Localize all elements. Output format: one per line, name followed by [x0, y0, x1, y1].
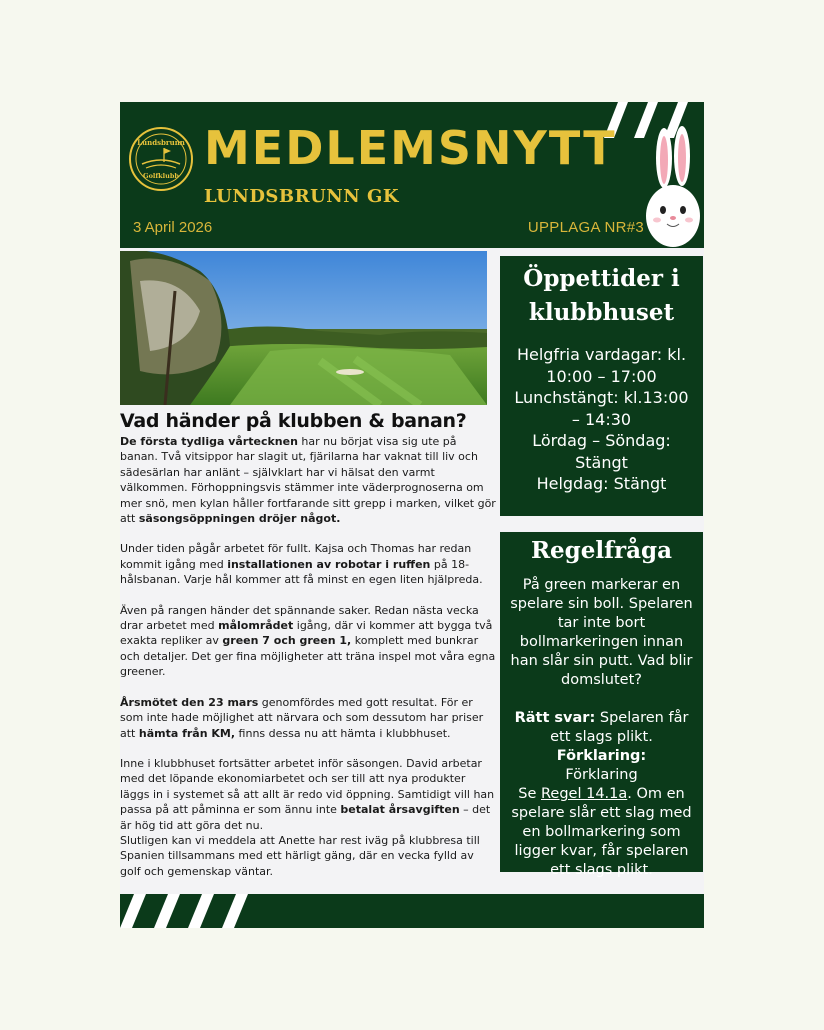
answer-text: Spelaren får ett slags plikt.	[550, 710, 689, 745]
rule-question-box	[500, 532, 703, 878]
paragraph-text: på 18-hålsbanan. Varje hål kommer att få minst en egen liten hjälpreda.	[120, 557, 483, 587]
paragraph-text: igång, där vi kommer att bygga två exakta repliker av	[120, 619, 493, 648]
bold-text: betalat årsavgiften	[340, 803, 460, 817]
opening-hours-title: Öppettider i klubbhuset	[523, 265, 680, 326]
rule-explanation	[508, 785, 695, 880]
paragraph-text: genomfördes med gott resultat. För er som inte hade möjlighet att närvara och som dessutom har priser att	[120, 695, 484, 740]
svg-text:Lundsbrunn: Lundsbrunn	[137, 138, 185, 147]
bold-text: hämta från KM,	[138, 726, 236, 740]
paragraph-text: finns dessa nu att hämta i klubbhuset.	[235, 726, 451, 740]
paragraph-text: – det är hög tid att göra det nu.	[120, 803, 491, 832]
club-name: LUNDSBRUNN GK	[204, 186, 399, 207]
bold-text: De första tydliga vårtecknen	[120, 435, 298, 448]
bold-text: installationen av robotar i ruffen	[227, 557, 431, 571]
explanation-label-text: Förklaring:	[556, 748, 647, 764]
article-paragraph	[120, 541, 496, 587]
issue-number: UPPLAGA NR#3	[527, 219, 644, 236]
newsletter-title: MEDLEMSNYTT	[204, 121, 617, 175]
newsletter-page	[120, 102, 704, 928]
svg-text:Golfklubb: Golfklubb	[143, 172, 179, 180]
explanation-label	[508, 747, 695, 766]
hours-line: Helgfria vardagar: kl. 10:00 – 17:00	[516, 345, 687, 386]
paragraph-text: har nu börjat visa sig ute på banan. Två vitsippor har slagit ut, fjärilarna har vaknat till liv och sädesärlan har anlänt – självklart har vi hälsat den varmt välkommen. Förhoppningsvis stämmer inte väderprognoserna om mer snö, men kylan håller fortfarande sitt grepp i marken, vilket gör att	[120, 435, 496, 526]
issue-date: 3 April 2026	[133, 219, 213, 236]
easter-bunny-icon	[642, 118, 702, 248]
answer-label: Rätt svar:	[514, 710, 596, 726]
article-body	[120, 434, 496, 894]
see-text: Se	[518, 786, 541, 802]
golf-course-photo	[120, 251, 487, 405]
bold-text: green 7 och green 1,	[222, 634, 352, 648]
explanation-text: . Om en spelare slår ett slag med en bollmarkering som ligger kvar, får spelaren ett slags plikt.	[511, 786, 692, 878]
opening-hours-box	[500, 256, 703, 516]
article-paragraph	[120, 434, 496, 526]
rule-question-text: På green markerar en spelare sin boll. Spelaren tar inte bort bollmarkeringen innan han slår sin putt. Vad blir domslutet?	[510, 577, 693, 688]
bold-text: säsongsöppningen dröjer något.	[138, 512, 341, 526]
paragraph-text: Slutligen kan vi meddela att Anette har rest iväg på klubbresa till Spanien tillsammans med ett härligt gäng, där en vecka fylld av golf och gemenskap väntar.	[120, 833, 480, 878]
rule-answer	[508, 709, 695, 747]
hours-line: Lördag – Söndag: Stängt	[532, 431, 671, 472]
paragraph-text: Inne i klubbhuset fortsätter arbetet inför säsongen. David arbetar med det löpande ekonomiarbetet och ser till att nya produkter läggs in i systemet så att allt är redo vid öppning. Samtidigt vill han passa på att påminna er som ännu inte	[120, 756, 495, 817]
bold-text: Årsmötet den 23 mars	[120, 695, 259, 709]
paragraph-text: Även på rangen händer det spännande saker. Redan nästa vecka drar arbetet med	[120, 603, 479, 633]
article-paragraph	[120, 603, 496, 680]
paragraph-text: Under tiden pågår arbetet för fullt. Kajsa och Thomas har redan kommit igång med	[120, 542, 472, 571]
hours-line: Lunchstängt: kl.13:00 – 14:30	[514, 388, 689, 429]
footer-bar	[120, 894, 704, 928]
bold-text: målområdet	[218, 619, 294, 633]
masthead	[120, 102, 704, 248]
explanation-word: Förklaring	[565, 767, 638, 783]
club-logo	[128, 126, 194, 192]
decorative-stripes	[120, 894, 250, 928]
rule-link[interactable]: Regel 14.1a	[540, 786, 628, 802]
article-paragraph	[120, 695, 496, 741]
article-paragraph	[120, 756, 496, 879]
opening-hours-body	[500, 344, 703, 495]
rule-question-title: Regelfråga	[530, 537, 673, 564]
hours-line: Helgdag: Stängt	[536, 474, 667, 493]
paragraph-text: komplett med bunkrar och detaljer. Det ger fina möjligheter att träna inspel mot våra egna greener.	[120, 634, 496, 679]
article-headline: Vad händer på klubben & banan?	[120, 410, 467, 432]
rule-question-body	[500, 576, 703, 880]
